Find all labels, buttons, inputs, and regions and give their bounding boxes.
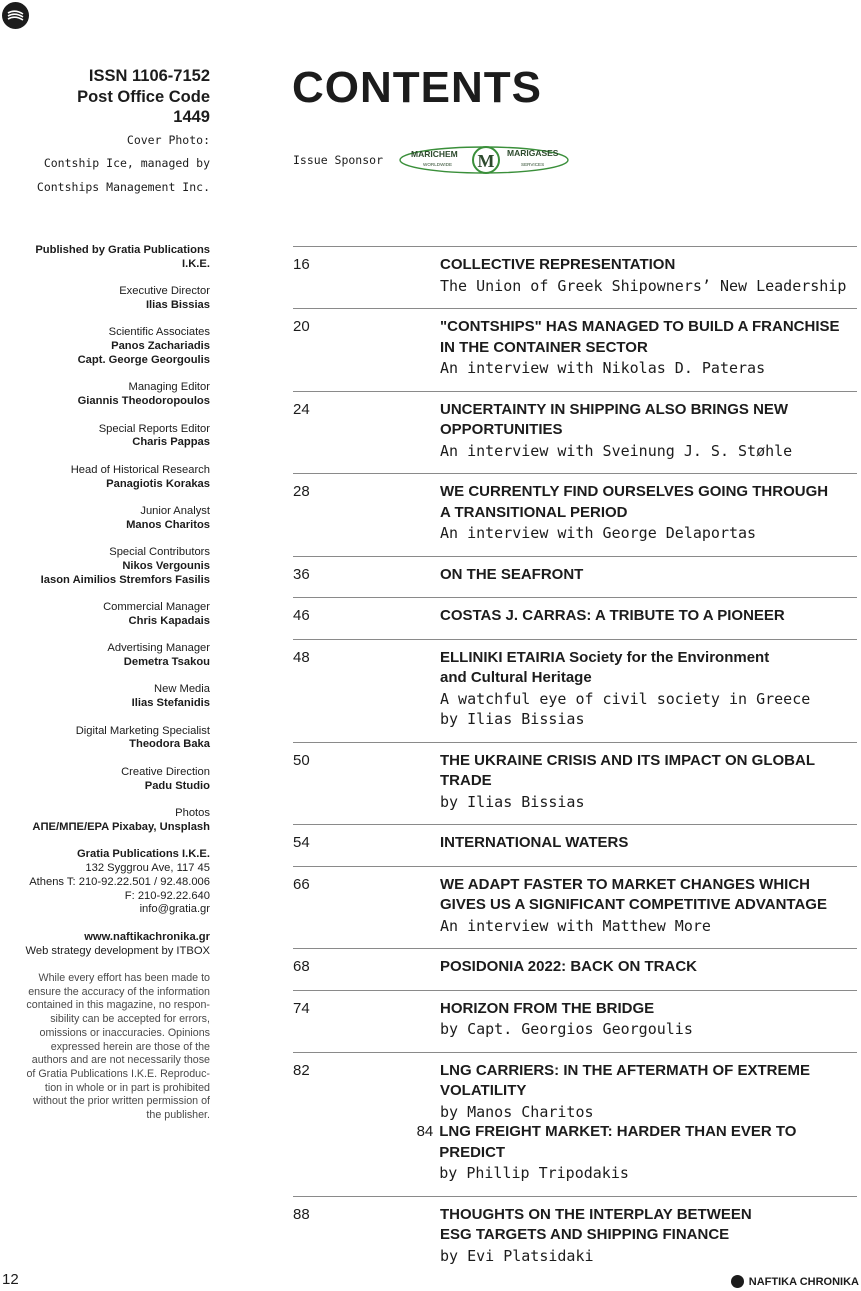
toc-headline[interactable]: THOUGHTS ON THE INTERPLAY BETWEEN	[440, 1205, 752, 1223]
credit-name: Ilias Stefanidis	[131, 697, 210, 710]
staff-list	[0, 285, 210, 834]
toc-entry[interactable]	[293, 990, 857, 1052]
disclaimer-line: While every effort has been made to	[38, 971, 210, 984]
credit-entry	[0, 683, 210, 711]
company-name: Gratia Publications I.K.E.	[76, 848, 210, 861]
credit-role: Junior Analyst	[140, 504, 210, 517]
disclaimer-line: of Gratia Publications I.K.E. Reproduc-	[26, 1067, 210, 1080]
toc-page-number: 54	[293, 834, 310, 851]
disclaimer-line: the publisher.	[146, 1109, 210, 1122]
brand-footer	[731, 1275, 859, 1288]
credit-role: Photos	[175, 807, 210, 820]
post-office-code: Post Office Code	[77, 87, 210, 106]
toc-page-number: 88	[293, 1205, 310, 1223]
email-link[interactable]: info@gratia.gr	[139, 903, 210, 916]
credit-entry	[0, 423, 210, 451]
toc-entry-text	[440, 482, 857, 544]
disclaimer-line: expressed herein are those of the	[50, 1040, 210, 1053]
disclaimer-line: tion in whole or in part is prohibited	[44, 1081, 210, 1094]
sponsor-logo-right-sub: SERVICES	[521, 162, 545, 167]
masthead	[0, 244, 210, 1123]
credit-role: Head of Historical Research	[70, 463, 210, 476]
sponsor-logo-left-text: MARICHEM	[411, 149, 458, 159]
toc-entry[interactable]	[293, 742, 857, 825]
credit-role: Managing Editor	[128, 381, 210, 394]
toc-entry-text	[440, 751, 857, 813]
publication-logo-icon	[2, 2, 29, 29]
sponsor-logo-left-sub: WORLDWIDE	[423, 162, 453, 167]
toc-headline[interactable]: THE UKRAINE CRISIS AND ITS IMPACT ON GLOBAL TRADE	[440, 751, 815, 789]
credit-name: Manos Charitos	[126, 518, 210, 531]
toc-entry-text	[440, 400, 857, 462]
toc-headline[interactable]: GIVES US A SIGNIFICANT COMPETITIVE ADVANTAGE	[440, 896, 827, 913]
cover-photo-line: Contship Ice, managed by	[43, 156, 210, 170]
toc-entry-text	[440, 875, 857, 937]
credit-name: ΑΠΕ/ΜΠΕ/EPA Pixabay, Unsplash	[32, 820, 210, 833]
page-title: CONTENTS	[292, 63, 542, 112]
toc-entry-text	[440, 317, 857, 379]
credit-name: Padu Studio	[144, 779, 210, 792]
credit-entry	[0, 725, 210, 753]
post-office-number: 1449	[173, 108, 210, 126]
toc-entry[interactable]	[293, 639, 857, 742]
sponsor-logo-right-text: MARIGASES	[507, 148, 559, 158]
toc-headline[interactable]: POSIDONIA 2022: BACK ON TRACK	[440, 958, 697, 975]
toc-entry[interactable]	[293, 597, 857, 639]
credit-entry	[0, 546, 210, 587]
toc-entry-text	[440, 255, 857, 296]
toc-headline[interactable]: COLLECTIVE REPRESENTATION	[440, 256, 676, 273]
toc-entry-text	[440, 833, 857, 854]
sponsor-logo[interactable]	[397, 142, 577, 178]
credit-entry	[0, 807, 210, 835]
toc-headline[interactable]: WE CURRENTLY FIND OURSELVES GOING THROUGH	[440, 483, 829, 500]
credit-entry	[0, 642, 210, 670]
toc-entry-text	[440, 648, 857, 730]
issue-info	[0, 66, 210, 198]
credit-role: New Media	[154, 683, 210, 696]
toc-page-number: 46	[293, 607, 310, 624]
toc-headline[interactable]: LNG CARRIERS: IN THE AFTERMATH OF EXTREME	[440, 1061, 810, 1079]
credit-name: Ilias Bissias	[145, 298, 210, 311]
credit-name: Demetra Tsakou	[123, 656, 210, 669]
toc-headline[interactable]: ESG TARGETS AND SHIPPING FINANCE	[440, 1226, 730, 1243]
toc-entry[interactable]	[293, 1196, 857, 1279]
toc-subtitle: An interview with Nikolas D. Pateras	[440, 359, 766, 377]
publisher	[0, 244, 210, 272]
phone-number: Athens T: 210-92.22.501 / 92.48.006	[29, 875, 210, 888]
credit-name: Charis Pappas	[132, 436, 210, 449]
toc-subtitle: by Ilias Bissias	[440, 792, 585, 811]
toc-subtitle: An interview with Matthew More	[440, 916, 711, 935]
credit-entry	[0, 601, 210, 629]
toc-headline[interactable]: INTERNATIONAL WATERS	[440, 834, 629, 851]
toc-page-number: 74	[293, 999, 310, 1017]
toc-headline[interactable]: OPPORTUNITIES	[440, 421, 563, 438]
toc-entry-text	[440, 1205, 857, 1267]
address-block	[0, 848, 210, 917]
street-address: 132 Syggrou Ave, 117 45	[85, 862, 210, 875]
toc-entry[interactable]	[293, 246, 857, 308]
toc-headline[interactable]: "CONTSHIPS" HAS MANAGED TO BUILD A FRANCHISE	[440, 318, 840, 335]
toc-headline[interactable]: and Cultural Heritage	[440, 669, 592, 686]
toc-page-number: 68	[293, 958, 310, 975]
toc-entry[interactable]	[293, 308, 857, 391]
disclaimer-line: without the prior written permission of	[32, 1095, 210, 1108]
toc-headline[interactable]: A TRANSITIONAL PERIOD	[440, 503, 628, 521]
credit-entry	[0, 464, 210, 492]
web-block	[0, 931, 210, 959]
disclaimer	[0, 972, 210, 1123]
toc-page-number: 28	[293, 483, 310, 500]
credit-name: Nikos Vergounis	[122, 559, 210, 572]
toc-subentry-text	[439, 1122, 857, 1184]
page-number: 12	[2, 1271, 19, 1288]
toc-subtitle: by Capt. Georgios Georgoulis	[440, 1020, 693, 1038]
web-strategy-credit: Web strategy development by ITBOX	[25, 944, 210, 957]
publisher-line: I.K.E.	[182, 257, 210, 270]
toc-subtitle: An interview with George Delaportas	[440, 524, 757, 542]
toc-entry[interactable]	[293, 824, 857, 866]
disclaimer-line: ensure the accuracy of the information	[28, 985, 210, 998]
cover-photo-label: Cover Photo:	[126, 132, 210, 147]
toc-subentry-page-number: 84	[416, 1123, 434, 1140]
credit-role: Scientific Associates	[108, 326, 210, 339]
credit-entry	[0, 766, 210, 794]
toc-subtitle: by Manos Charitos	[440, 1102, 594, 1121]
toc-subtitle: by Evi Platsidaki	[440, 1246, 594, 1265]
toc-entry[interactable]	[293, 1052, 857, 1196]
toc-headline[interactable]: WE ADAPT FASTER TO MARKET CHANGES WHICH	[440, 875, 810, 893]
toc-entry[interactable]	[293, 473, 857, 556]
toc-entry-text	[440, 606, 857, 627]
toc-headline[interactable]: UNCERTAINTY IN SHIPPING ALSO BRINGS NEW	[440, 400, 789, 418]
toc-subentry-headline[interactable]: LNG FREIGHT MARKET: HARDER THAN EVER TO PREDICT	[439, 1123, 797, 1161]
toc-page-number: 66	[293, 875, 310, 893]
toc-entry-text	[440, 565, 857, 586]
wave-icon	[7, 10, 24, 22]
disclaimer-line: contained in this magazine, no respon-	[26, 999, 210, 1012]
toc-headline[interactable]: IN THE CONTAINER SECTOR	[440, 338, 648, 356]
issue-sponsor	[293, 142, 577, 178]
credit-entry	[0, 285, 210, 313]
toc-entry[interactable]	[293, 391, 857, 474]
cover-photo-line: Contships Management Inc.	[36, 179, 210, 194]
credit-role: Special Reports Editor	[98, 422, 210, 435]
credit-name: Giannis Theodoropoulos	[77, 395, 210, 408]
toc-subentry-subtitle: by Phillip Tripodakis	[439, 1164, 629, 1182]
disclaimer-line: omissions or inaccuracies. Opinions	[39, 1026, 210, 1039]
toc-headline[interactable]: VOLATILITY	[440, 1082, 527, 1099]
credit-name: Panagiotis Korakas	[106, 477, 210, 490]
toc-entry[interactable]	[293, 556, 857, 598]
credit-role: Creative Direction	[121, 765, 210, 778]
toc-page-number: 16	[293, 256, 310, 273]
disclaimer-line: authors and are not necessarily those	[31, 1054, 210, 1067]
credit-name: Panos Zachariadis	[111, 340, 210, 353]
credit-role: Commercial Manager	[103, 601, 210, 614]
credit-role: Advertising Manager	[107, 642, 210, 655]
toc-subtitle: by Ilias Bissias	[440, 710, 585, 728]
table-of-contents	[293, 246, 857, 1278]
credit-entry	[0, 505, 210, 533]
toc-entry[interactable]	[293, 948, 857, 990]
credit-name: Iason Aimilios Stremfors Fasilis	[40, 573, 210, 586]
toc-subtitle: An interview with Sveinung J. S. Støhle	[440, 441, 793, 460]
toc-headline[interactable]: ON THE SEAFRONT	[440, 565, 584, 583]
toc-subentry[interactable]	[400, 1122, 857, 1184]
disclaimer-line: sibility can be accepted for errors,	[50, 1013, 210, 1026]
toc-page-number: 82	[293, 1061, 310, 1079]
website-link[interactable]: www.naftikachronika.gr	[84, 930, 210, 943]
toc-headline[interactable]: HORIZON FROM THE BRIDGE	[440, 999, 655, 1017]
toc-subtitle: The Union of Greek Shipowners’ New Leadership	[440, 276, 847, 295]
sponsor-label: Issue Sponsor	[293, 153, 384, 167]
toc-page-number: 24	[293, 400, 310, 418]
toc-headline[interactable]: ELLINIKI ETAIRIA Society for the Environment	[440, 648, 770, 666]
brand-logo-icon	[731, 1275, 744, 1288]
credit-name: Capt. George Georgoulis	[77, 353, 210, 366]
issn: ISSN 1106-7152	[88, 67, 210, 85]
credit-role: Executive Director	[119, 285, 210, 298]
toc-entry-text	[416, 1061, 857, 1184]
credit-role: Special Contributors	[109, 546, 210, 559]
credit-role: Digital Marketing Specialist	[75, 724, 210, 737]
toc-page-number: 50	[293, 751, 310, 769]
toc-page-number: 20	[293, 318, 310, 335]
credit-name: Chris Kapadais	[128, 614, 210, 627]
credit-entry	[0, 381, 210, 409]
sponsor-logo-mark: M	[477, 151, 495, 171]
toc-page-number: 36	[293, 565, 310, 583]
fax-number: F: 210-92.22.640	[124, 889, 210, 902]
toc-entry-text	[440, 957, 857, 978]
brand-name: NAFTIKA CHRONIKA	[748, 1275, 859, 1288]
toc-entry-text	[440, 999, 857, 1040]
toc-page-number: 48	[293, 648, 310, 666]
toc-subtitle: A watchful eye of civil society in Greece	[440, 689, 811, 708]
credit-name: Theodora Baka	[129, 738, 210, 751]
toc-headline[interactable]: COSTAS J. CARRAS: A TRIBUTE TO A PIONEER	[440, 607, 785, 624]
publisher-line: Published by Gratia Publications	[35, 244, 210, 256]
credit-entry	[0, 326, 210, 367]
toc-entry[interactable]	[293, 866, 857, 949]
